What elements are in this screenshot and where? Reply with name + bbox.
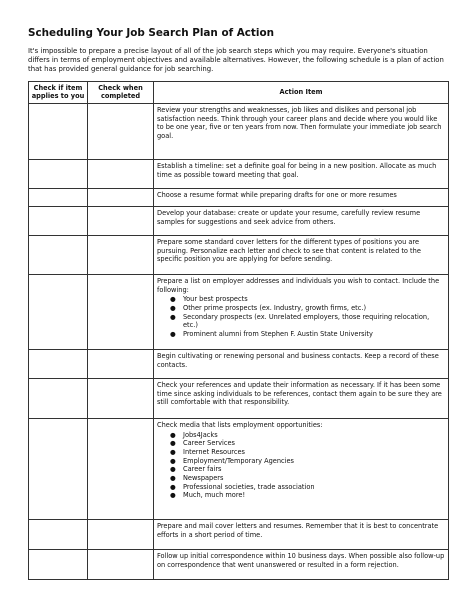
action-item-cell xyxy=(154,349,449,378)
applies-checkbox-cell[interactable] xyxy=(29,103,88,159)
completed-checkbox-cell[interactable] xyxy=(88,235,154,274)
bullet-item xyxy=(170,330,445,339)
action-item-text: Check your references and update their information as necessary. If it has been some time since asking individuals to be references, contact them again to be sure they are still comfortable with that responsibility. xyxy=(157,380,442,407)
table-row xyxy=(29,349,449,378)
action-item-cell xyxy=(154,378,449,418)
bullet-text: Other prime prospects (ex. Industry, growth firms, etc.) xyxy=(183,303,367,312)
bullet-text: Professional societies, trade association xyxy=(183,482,315,491)
bullet-icon: ● xyxy=(170,474,176,483)
action-item-cell xyxy=(154,549,449,579)
bullet-item xyxy=(170,430,445,440)
action-item-cell xyxy=(154,519,449,549)
table-row xyxy=(29,274,449,349)
completed-checkbox-cell[interactable] xyxy=(88,188,154,206)
applies-checkbox-cell[interactable] xyxy=(29,519,88,549)
table-row xyxy=(29,103,449,159)
action-item-cell xyxy=(154,418,449,519)
action-item-text: Begin cultivating or renewing personal and business contacts. Keep a record of these contacts. xyxy=(157,351,439,369)
bullet-text: Career fairs xyxy=(183,465,222,474)
action-item-text: Prepare a list on employer addresses and individuals you wish to contact. Include the following: xyxy=(157,276,440,294)
bullet-text: Newspapers xyxy=(183,474,224,483)
applies-checkbox-cell[interactable] xyxy=(29,349,88,378)
bullet-item xyxy=(170,303,445,313)
bullet-icon: ● xyxy=(170,491,176,500)
action-item-text: Check media that lists employment opportunities: xyxy=(157,420,323,429)
table-row xyxy=(29,188,449,206)
bullet-icon: ● xyxy=(170,447,176,456)
applies-checkbox-cell[interactable] xyxy=(29,206,88,235)
completed-checkbox-cell[interactable] xyxy=(88,519,154,549)
bullet-text: Internet Resources xyxy=(183,447,245,456)
bullet-text: Much, much more! xyxy=(183,491,246,500)
completed-checkbox-cell[interactable] xyxy=(88,549,154,579)
bullet-icon: ● xyxy=(170,295,176,304)
action-item-bullet-list xyxy=(157,295,445,339)
action-item-text: Establish a timeline: set a definite goal for being in a new position. Allocate as much time as possible toward meeting that goal. xyxy=(157,161,437,179)
table-row xyxy=(29,418,449,519)
completed-checkbox-cell[interactable] xyxy=(88,274,154,349)
document-page xyxy=(28,28,448,580)
intro-paragraph: It's impossible to prepare a precise layout of all of the job search steps which you may require. Everyone's situation differs in terms of employment objectives and available alternatives. However, the following schedule is a plan of action that has provided general guidance for job searching. xyxy=(28,46,444,73)
table-row xyxy=(29,549,449,579)
bullet-item xyxy=(170,491,445,500)
bullet-text: Prominent alumni from Stephen F. Austin State University xyxy=(183,330,373,339)
bullet-icon: ● xyxy=(170,330,176,339)
header-applies: Check if item applies to you xyxy=(29,81,88,103)
bullet-item xyxy=(170,474,445,483)
bullet-text: Jobs4Jacks xyxy=(183,430,218,439)
bullet-item xyxy=(170,482,445,492)
applies-checkbox-cell[interactable] xyxy=(29,549,88,579)
action-item-cell xyxy=(154,274,449,349)
applies-checkbox-cell[interactable] xyxy=(29,418,88,519)
table-body xyxy=(29,103,449,579)
bullet-icon: ● xyxy=(170,482,176,491)
bullet-text: Secondary prospects (ex. Unrelated employers, those requiring relocation, etc.) xyxy=(183,312,430,330)
applies-checkbox-cell[interactable] xyxy=(29,274,88,349)
action-item-text: Prepare some standard cover letters for the different types of positions you are pursuing. Personalize each letter and check to see that content is related to the specific position you are applying for before sending. xyxy=(157,237,421,264)
bullet-icon: ● xyxy=(170,439,176,448)
action-item-cell xyxy=(154,206,449,235)
action-item-cell xyxy=(154,159,449,188)
applies-checkbox-cell[interactable] xyxy=(29,188,88,206)
bullet-item xyxy=(170,439,445,448)
applies-checkbox-cell[interactable] xyxy=(29,159,88,188)
action-item-bullet-list xyxy=(157,431,445,501)
bullet-item xyxy=(170,447,445,457)
bullet-icon: ● xyxy=(170,430,176,439)
action-item-text: Choose a resume format while preparing drafts for one or more resumes xyxy=(157,190,397,199)
completed-checkbox-cell[interactable] xyxy=(88,378,154,418)
bullet-item xyxy=(170,312,445,330)
page-title: Scheduling Your Job Search Plan of Action xyxy=(28,27,274,39)
bullet-item xyxy=(170,295,445,304)
applies-checkbox-cell[interactable] xyxy=(29,378,88,418)
completed-checkbox-cell[interactable] xyxy=(88,206,154,235)
table-row xyxy=(29,206,449,235)
bullet-item xyxy=(170,456,445,466)
table-row xyxy=(29,519,449,549)
action-item-cell xyxy=(154,188,449,206)
applies-checkbox-cell[interactable] xyxy=(29,235,88,274)
action-item-text: Prepare and mail cover letters and resumes. Remember that it is best to concentrate efforts in a short period of time. xyxy=(157,521,439,539)
table-row xyxy=(29,235,449,274)
table-header-row xyxy=(29,81,449,103)
bullet-icon: ● xyxy=(170,303,176,312)
action-item-text: Develop your database: create or update your resume, carefully review resume samples for suggestions and seek advice from others. xyxy=(157,208,421,226)
completed-checkbox-cell[interactable] xyxy=(88,103,154,159)
action-item-text: Follow up initial correspondence within 10 business days. When possible also follow-up on correspondence that went unanswered or resulted in a form rejection. xyxy=(157,551,445,569)
action-plan-table xyxy=(28,81,449,580)
completed-checkbox-cell[interactable] xyxy=(88,159,154,188)
bullet-item xyxy=(170,465,445,474)
header-completed: Check when completed xyxy=(88,81,154,103)
table-row xyxy=(29,378,449,418)
action-item-text: Review your strengths and weaknesses, job likes and dislikes and personal job satisfaction needs. Think through your career plans and decide where you would like to be one year, five or ten years from now. Then formulate your immediate job search goal. xyxy=(157,105,442,140)
bullet-text: Your best prospects xyxy=(183,295,248,304)
completed-checkbox-cell[interactable] xyxy=(88,418,154,519)
bullet-text: Career Services xyxy=(183,439,235,448)
bullet-icon: ● xyxy=(170,312,176,321)
bullet-icon: ● xyxy=(170,456,176,465)
table-row xyxy=(29,159,449,188)
action-item-cell xyxy=(154,235,449,274)
bullet-text: Employment/Temporary Agencies xyxy=(183,456,294,465)
action-item-cell xyxy=(154,103,449,159)
header-action-item: Action Item xyxy=(154,81,449,103)
bullet-icon: ● xyxy=(170,465,176,474)
completed-checkbox-cell[interactable] xyxy=(88,349,154,378)
